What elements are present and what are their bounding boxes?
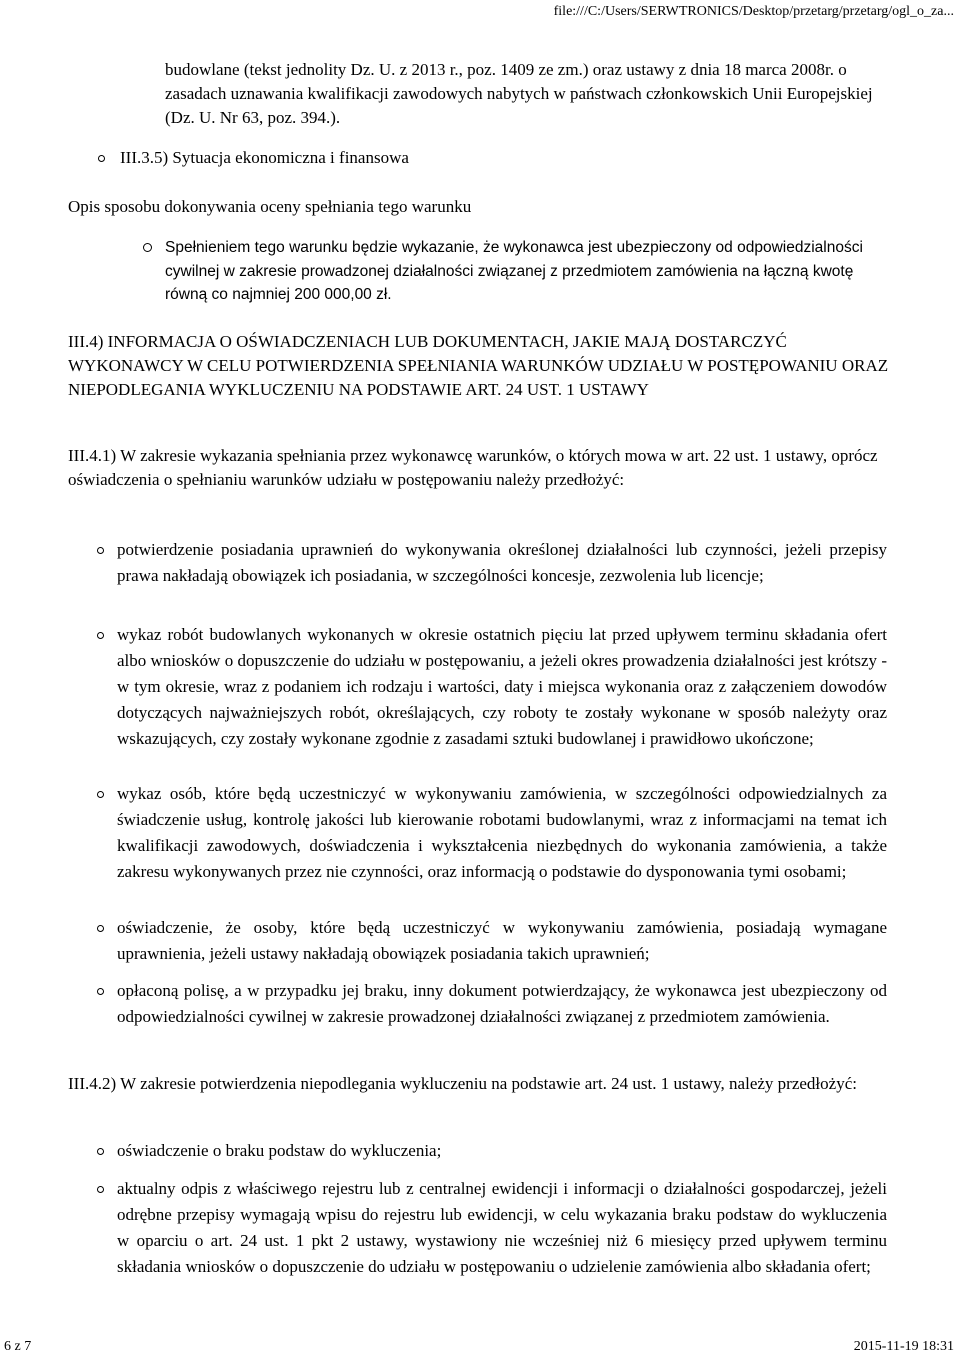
section-341-heading: III.4.1) W zakresie wykazania spełniania przez wykonawcę warunków, o których mowa w art. 22 ust. 1 ustawy, oprócz oświadczenia o spełnianiu warunków udziału w postępowaniu należy przedłożyć: xyxy=(68,446,878,489)
list-item xyxy=(97,622,887,752)
bullet-icon xyxy=(97,791,104,798)
bullet-icon xyxy=(97,547,104,554)
list-item-text: opłaconą polisę, a w przypadku jej braku, inny dokument potwierdzający, że wykonawca jest ubezpieczony od odpowiedzialności cywilnej w zakresie prowadzonej działalności związanej z przedmiotem zamówienia. xyxy=(117,981,887,1026)
list-item-text: aktualny odpis z właściwego rejestru lub z centralnej ewidencji i informacji o działalności gospodarczej, jeżeli odrębne przepisy wymagają wpisu do rejestru lub ewidencji, w celu wykazania braku podstaw do wykluczenia w oparciu o art. 24 ust. 1 pkt 2 ustawy, wystawiony nie wcześniej niż 6 miesięcy przed upływem terminu składania wniosków o dopuszczenie do udziału w postępowaniu o udzielenie zamówienia albo składania ofert; xyxy=(117,1179,887,1276)
page-indicator: 6 z 7 xyxy=(4,1339,32,1354)
list-item-text: potwierdzenie posiadania uprawnień do wykonywania określonej działalności lub czynności, jeżeli przepisy prawa nakładają obowiązek ich posiadania, w szczególności koncesje, zezwolenia lub licencje; xyxy=(117,540,887,585)
intro-text: budowlane (tekst jednolity Dz. U. z 2013 r., poz. 1409 ze zm.) oraz ustawy z dnia 18 marca 2008r. o zasadach uznawania kwalifikacji zawodowych nabytych w państwach członkowskich Unii Europejskiej (Dz. U. Nr 63, poz. 394.). xyxy=(165,60,873,127)
list-item xyxy=(97,537,887,589)
file-path-header: file:///C:/Users/SERWTRONICS/Desktop/przetarg/przetarg/ogl_o_za... xyxy=(553,4,954,19)
section-342-heading: III.4.2) W zakresie potwierdzenia niepodlegania wykluczeniu na podstawie art. 24 ust. 1 ustawy, należy przedłożyć: xyxy=(68,1074,857,1093)
list-item xyxy=(97,1176,887,1280)
bullet-icon xyxy=(98,155,105,162)
list-item xyxy=(97,781,887,885)
list-item-text: wykaz robót budowlanych wykonanych w okresie ostatnich pięciu lat przed upływem terminu składania ofert albo wniosków o dopuszczenie do udziału w postępowaniu, a jeżeli okres prowadzenia działalności jest krótszy - w tym okresie, wraz z podaniem ich rodzaju i wartości, daty i miejsca wykonania oraz z załączeniem dowodów dotyczących najważniejszych robót, określających, czy roboty te zostały wykonane w sposób należyty oraz wskazujących, czy zostały wykonane zgodnie z zasadami sztuki budowlanej i prawidłowo ukończone; xyxy=(117,625,887,748)
sub-item-text: Spełnieniem tego warunku będzie wykazanie, że wykonawca jest ubezpieczony od odpowiedzialności cywilnej w zakresie prowadzonej działalności związanej z przedmiotem zamówienia na łączną kwotę równą co najmniej 200 000,00 zł. xyxy=(165,239,863,303)
bullet-icon xyxy=(97,1148,104,1155)
bullet-icon xyxy=(97,1186,104,1193)
print-datetime: 2015-11-19 18:31 xyxy=(853,1339,954,1354)
section-335-title: III.3.5) Sytuacja ekonomiczna i finansowa xyxy=(120,148,409,167)
hollow-bullet-icon xyxy=(143,243,152,252)
list-item xyxy=(97,1138,887,1164)
list-item xyxy=(97,915,887,967)
list-item-text: oświadczenie, że osoby, które będą uczestniczyć w wykonywaniu zamówienia, posiadają wymagane uprawnienia, jeżeli ustawy nakładają obowiązek posiadania takich uprawnień; xyxy=(117,918,887,963)
list-item-text: oświadczenie o braku podstaw do wykluczenia; xyxy=(117,1141,442,1160)
sub-list-item xyxy=(143,236,883,307)
section-34-heading: III.4) INFORMACJA O OŚWIADCZENIACH LUB DOKUMENTACH, JAKIE MAJĄ DOSTARCZYĆ WYKONAWCY W CELU POTWIERDZENIA SPEŁNIANIA WARUNKÓW UDZIAŁU W POSTĘPOWANIU ORAZ NIEPODLEGANIA WYKLUCZENIU NA PODSTAWIE ART. 24 UST. 1 USTAWY xyxy=(68,332,889,399)
bullet-icon xyxy=(97,988,104,995)
intro-paragraph xyxy=(165,58,885,130)
bullet-icon xyxy=(97,632,104,639)
list-item-text: wykaz osób, które będą uczestniczyć w wykonywaniu zamówienia, w szczególności odpowiedzialnych za świadczenie usług, kontrolę jakości lub kierowanie robotami budowlanymi, wraz z informacjami na temat ich kwalifikacji zawodowych, doświadczenia i wykształcenia niezbędnych do wykonania zamówienia, a także zakresu wykonywanych przez nie czynności, oraz informacją o podstawie do dysponowania tymi osobami; xyxy=(117,784,887,881)
opis-label: Opis sposobu dokonywania oceny spełniania tego warunku xyxy=(68,197,472,216)
list-item xyxy=(97,978,887,1030)
bullet-icon xyxy=(97,925,104,932)
